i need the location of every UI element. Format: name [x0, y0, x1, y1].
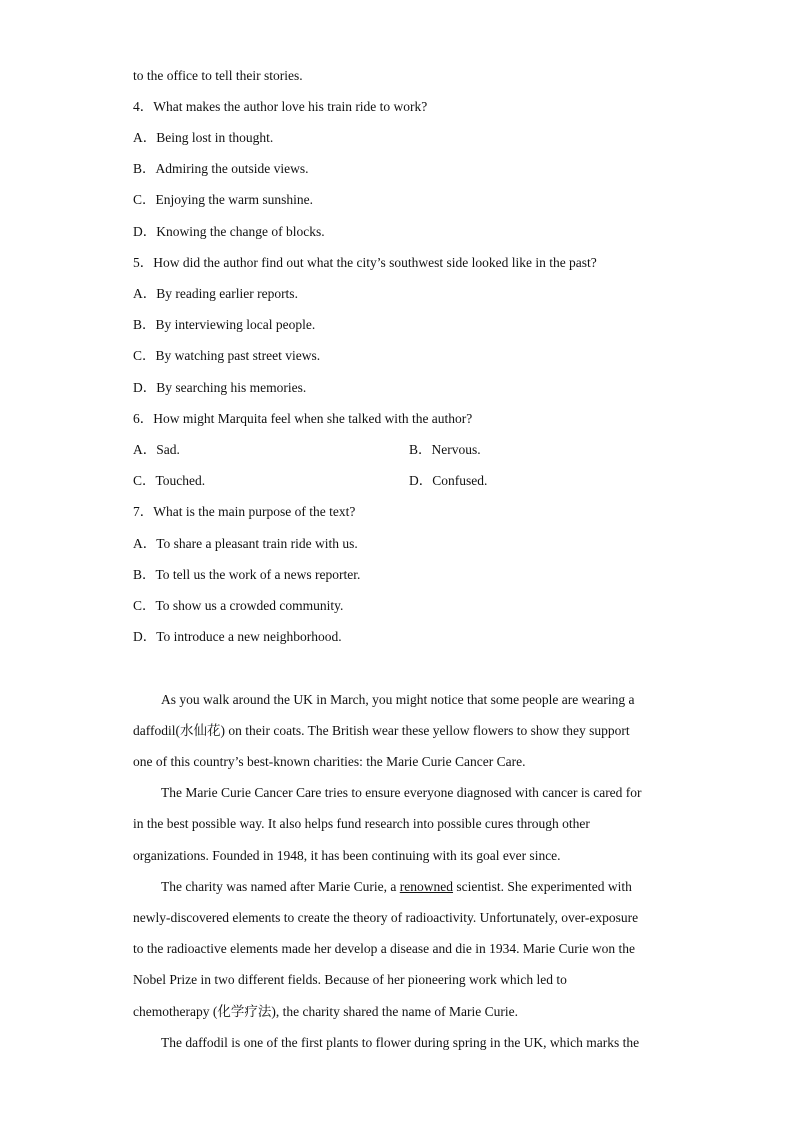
passage-p1-line-1: As you walk around the UK in March, you might notice that some people are wearing a: [161, 692, 635, 707]
question-4-option-d: D．Knowing the change of blocks.: [133, 224, 325, 239]
passage-p2-line-3: organizations. Founded in 1948, it has been continuing with its goal ever since.: [133, 848, 561, 863]
question-6-stem: 6．How might Marquita feel when she talked with the author?: [133, 411, 473, 426]
passage-p3-line-5: chemotherapy (化学疗法), the charity shared the name of Marie Curie.: [133, 1004, 518, 1019]
passage-p2-line-1: The Marie Curie Cancer Care tries to ensure everyone diagnosed with cancer is cared for: [161, 785, 642, 800]
passage-p3-line-4: Nobel Prize in two different fields. Because of her pioneering work which led to: [133, 972, 567, 987]
passage-p4-line-1: The daffodil is one of the first plants to flower during spring in the UK, which marks the: [161, 1035, 640, 1050]
question-5-option-a: A．By reading earlier reports.: [133, 286, 298, 301]
passage-p3-line-2: newly-discovered elements to create the theory of radioactivity. Unfortunately, over-exposure: [133, 910, 639, 925]
question-6-option-a: A．Sad.: [133, 442, 180, 457]
question-7-stem: 7．What is the main purpose of the text?: [133, 504, 356, 519]
question-4-option-c: C．Enjoying the warm sunshine.: [133, 192, 313, 207]
question-7-option-b: B．To tell us the work of a news reporter.: [133, 567, 361, 582]
passage-p1-line-3: one of this country’s best-known charities: the Marie Curie Cancer Care.: [133, 754, 526, 769]
question-4-option-a: A．Being lost in thought.: [133, 130, 274, 145]
question-4-option-b: B．Admiring the outside views.: [133, 161, 309, 176]
question-6-option-b: B．Nervous.: [409, 442, 481, 457]
question-5-option-d: D．By searching his memories.: [133, 380, 307, 395]
question-7-option-c: C．To show us a crowded community.: [133, 598, 344, 613]
question-5-option-c: C．By watching past street views.: [133, 348, 321, 363]
passage-p2-line-2: in the best possible way. It also helps fund research into possible cures through other: [133, 816, 590, 831]
question-6-option-d: D．Confused.: [409, 473, 488, 488]
passage-p3-line-1-start: The charity was named after Marie Curie, a: [161, 879, 400, 894]
question-6-option-c: C．Touched.: [133, 473, 206, 488]
underlined-word: renowned: [399, 879, 454, 894]
passage-p3-line-3: to the radioactive elements made her develop a disease and die in 1934. Marie Curie won the: [133, 941, 635, 956]
question-5-stem: 5．How did the author find out what the city’s southwest side looked like in the past?: [133, 255, 597, 270]
passage-p1-line-2: daffodil(水仙花) on their coats. The British wear these yellow flowers to show they support: [133, 723, 630, 738]
question-7-option-a: A．To share a pleasant train ride with us.: [133, 536, 358, 551]
question-4-stem: 4．What makes the author love his train ride to work?: [133, 99, 428, 114]
passage-p3-line-1: [161, 878, 632, 896]
passage-p3-line-1-end: scientist. She experimented with: [453, 879, 632, 894]
question-7-option-d: D．To introduce a new neighborhood.: [133, 629, 342, 644]
question-5-option-b: B．By interviewing local people.: [133, 317, 316, 332]
passage-tail-text: to the office to tell their stories.: [133, 68, 303, 83]
